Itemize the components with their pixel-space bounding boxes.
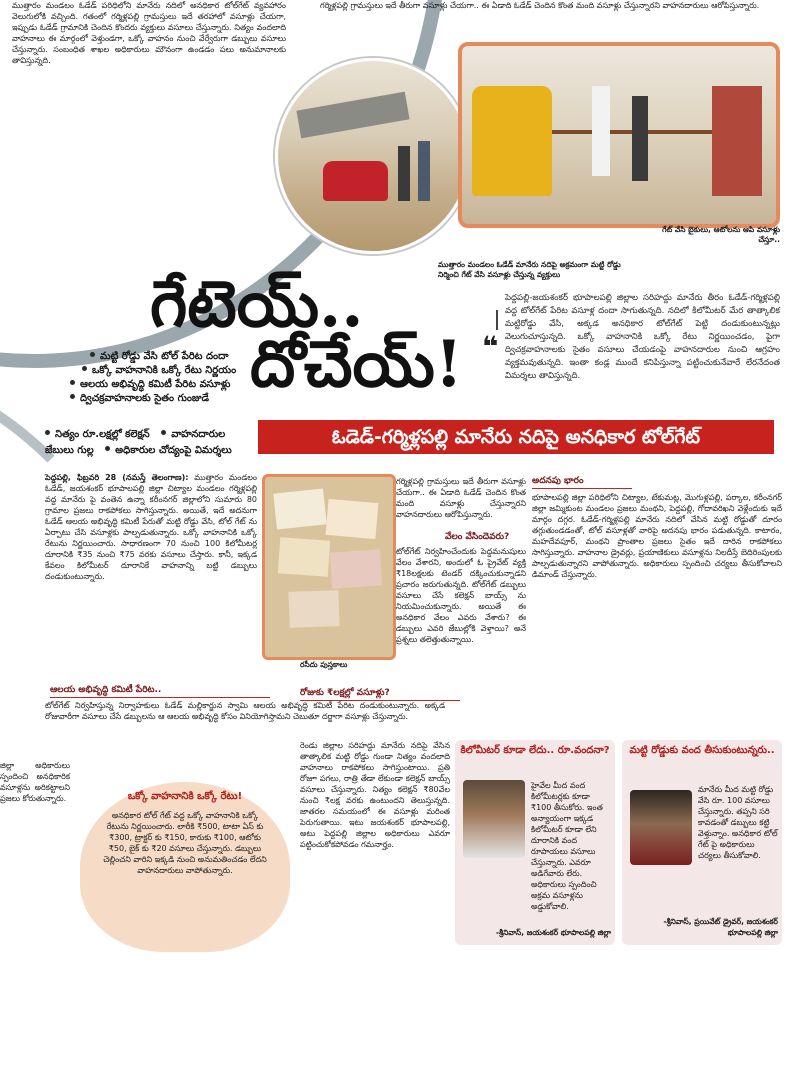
left-column-paragraph: ముత్తారం మండలం ఓడేడ్ పరిధిలోని మానేరు నదిలో అనధికార టోల్‌గేట్ వ్యవహారం వెలుగులోకి వచ్చింది. గతంలో గర్మిళ్లపల్లి గ్రామస్తులు ఇదే తరహాలో వసూళ్లు చేయగా, ఇప్పుడు ఓడేడ్ గ్రామానికి చెందిన కొందరు వ్యక్తులు వసూలు చేస్తున్నారు. నిత్యం వందలాది వాహనాలు ఈ మార్గంలో వెళ్తుండగా, ఒక్కో వాహనం నుంచి వేర్వేరుగా డబ్బులు వసూలు చేస్తున్నారు. సంబంధిత శాఖల అధికారులు మౌనంగా ఉండడం పలు అనుమానాలకు తావిస్తున్నది. — [12, 1, 286, 65]
subhead-extra-burden: అదనపు భారం — [532, 476, 632, 489]
bullet-list — [70, 350, 250, 406]
person-shape — [632, 96, 648, 181]
bullet-dot — [90, 352, 95, 357]
bullet-item: ఒక్కో వాహనానికి ఒక్కో రేటు నిర్ణయం — [82, 364, 250, 378]
person-shape — [418, 141, 430, 201]
daily-collection-body: రెండు జిల్లాల సరిహద్దు మానేరు నదిపై వేసిన తాత్కాలిక మట్టి రోడ్డు గుండా నిత్యం వందలాది వాహనాలు రాకపోకలు సాగిస్తుంటాయి. ప్రతి రోజూ పగలు, రాత్రి తేడా లేకుండా కలెక్షన్ బాయ్స్ వసూలు చేస్తున్నారు. నిత్యం కలెక్షన్ ₹80వేల నుంచి ₹లక్ష వరకు ఉంటుందని తెలుస్తున్నది. జాతరల సమయంలో ఈ వసూళ్లు మరింత పెరుగుతాయి. ఇటు జయశంకర్ భూపాలపల్లి, అటు పెద్దపల్లి జిల్లాల అధికారులు ఎవరూ పట్టించుకోకపోవడం గమనార్హం. — [300, 741, 450, 849]
quote-card-2-title: మట్టి రోడ్డుకు వంద తీసుకుంటున్నరు.. — [629, 745, 775, 756]
red-car-shape — [323, 161, 388, 201]
auto-rickshaw-shape — [472, 86, 552, 196]
bullet-item: మట్టి రోడ్డు వేసి టోల్ పేరిట దందా — [90, 350, 250, 364]
fare-box-title: ఒక్కో వాహనానికి ఒక్కో రేటు! — [127, 791, 243, 802]
quote-card-2-text: మానేరు మీద మట్టి రోడ్డు వేసి రూ. 100 వసూలు చేస్తున్నారు. తప్పని సరి కావడంతో డబ్బులు కట్టి వెళ్తున్నాం. అనధికార టోల్ గేట్ పై అధికారులు చర్యలు తీసుకోవాలి. — [698, 785, 778, 860]
bullet-dot — [45, 430, 50, 435]
intro-paragraph: పెద్దపల్లి-జయశంకర్ భూపాలపల్లి జిల్లాల సరిహద్దు మానేరు తీరం ఓడేడ్-గర్మిళ్లపల్లి వద్ద టోల్‌గేట్ పేరిట వసూళ్ల దందా సాగుతున్నది. నదిలో కిలోమీటర్ మేర తాత్కాలిక మట్టిరోడ్డు వేసి, అక్కడ అనధికార టోల్‌గేట్ పెట్టి దండుకుంటున్నట్లు వెలుగుచూస్తున్నది. ఒక్కో వాహనానికి ఒక్కో రేటు నిర్ణయించడం, పైగా ద్విచక్రవాహనాలకు సైతం వసూలు చేయడంపై వాహనదారుల నుంచి ఆగ్రహం వ్యక్తమవుతున్నది. ఇంతా కండ్ల ముందే కనిపిస్తున్నా పట్టించుకునేవారే లేరనేదంత విమర్శలు తావిస్తున్నది. — [505, 293, 780, 381]
receipt-book-shape — [278, 537, 330, 576]
receipt-book-shape — [326, 499, 379, 539]
subhead-daily-collection: రోజుకు ₹లక్షల్లో వసూళ్లు? — [300, 688, 460, 701]
right-photo-auto-at-gate — [458, 42, 780, 228]
bullet-dot — [82, 366, 87, 371]
quote-card-1 — [455, 740, 615, 945]
fare-box — [80, 782, 290, 952]
quote-card-2 — [622, 740, 782, 945]
bullet-dot — [70, 394, 75, 399]
person-shape — [398, 146, 410, 201]
fare-box-text: అనధికార టోల్ గేట్ వద్ద ఒక్కో వాహనానికి ఒక్కో రేటును నిర్ణయించారు. లారీకి ₹500, టాటా ఏస్ కు ₹300, ట్రాక్టర్ కు ₹150, కారుకు ₹100, ఆటోకు ₹50, బైక్ కు ₹20 వసూలు చేస్తున్నారు. డబ్బులు చెల్లించని వారిని ఇక్కడి నుంచి అనుమతించడం లేదని వాహనదారులు వాపోతున్నారు. — [103, 811, 267, 875]
receipts-photo — [262, 474, 396, 660]
bullet-dot — [70, 380, 75, 385]
column-2-top: గర్మిళ్లపల్లి గ్రామస్తులు ఇదే తీరుగా వసూళ్లు చేయగా.. ఈ ఏడాది ఓడేడ్ చెందిన కొంత మంది వసూళ్లు చేస్తున్నారని వాహనదారులు ఆరోపిస్తున్నారు. — [396, 477, 526, 519]
quote-mark-icon: ❝ — [482, 330, 499, 363]
extra-burden-body: భూపాలపల్లి జిల్లా పరిధిలోని చిట్యాల, టేకుమట్ల, మొగుళ్లపల్లి, పర్కాల, కరీంనగర్ జిల్లా జమ్మికుంట మండలం ప్రజలు మంథని, పెద్దపల్లి, గోదావరిఖని వెళ్లేందుకు ఇదే మార్గం దగ్గర. ఓడేడ్-గర్మిళ్లపల్లి మానేరు నదిలో వేసిన మట్టి రోడ్డుతో దూరం తగ్గుతుండడంతో, టోల్ వసూళ్లతో వారిపై అదనపు భారం పడుతున్నది. కాటారం, మహదేవపూర్, మంథని ప్రాంతాల ప్రజలు సైతం ఇదే దారిన రాకపోకలు సాగిస్తున్నారు. వాహనాల డ్రైవర్లు, ప్రయాణికులు వసూళ్లను నిలదీస్తే బెదిరింపులకు పాల్పడుతున్నారని వాపోతున్నారు. అధికారులు స్పందించి చర్యలు తీసుకోవాలని డిమాండ్ చేస్తున్నారు. — [532, 493, 782, 579]
bullet-dot — [161, 430, 166, 435]
receipt-book-shape — [273, 488, 326, 529]
bullet-tail-row1: నిత్యం రూ.లక్షల్లో కలెక్షన్ వాహనదారుల — [45, 428, 285, 442]
temple-committee-body: టోల్‌గేట్ నిర్వహిస్తున్న నిర్వాహకులు ఓడేడ్ మల్లికార్జున స్వామి ఆలయ అభివృద్ధి కమిటీ పేరిట దండుకుంటున్నారు. అక్కడ రోజువారీగా వసూలు చేసే డబ్బులను ఆ ఆలయ అభివృద్ధి కోసం వినియోగిస్తామని చెబుతూ దర్జాగా వసూళ్లు చేస్తున్నారు. — [45, 701, 445, 721]
avatar-person-2 — [630, 790, 692, 865]
quote-card-1-title: కిలోమీటర్ కూడా లేదు.. రూ.వందనా? — [460, 745, 610, 756]
bullet-dot — [105, 446, 110, 451]
circle-photo-car-at-gate — [275, 58, 471, 254]
bullet-item: ఆలయ అభివృద్ధి కమిటీ పేరిట వసూళ్లు — [70, 378, 250, 392]
people-on-bike-shape — [712, 86, 762, 196]
subhead-who-auctioned: వేలం వేసిందెవరు? — [445, 532, 510, 542]
dateline: పెద్దపల్లి, ఫిబ్రవరి 28 (నమస్తే తెలంగాణ): — [45, 473, 189, 482]
divider-vertical — [496, 310, 498, 330]
bridge-shape — [296, 92, 409, 139]
avatar-person-1 — [463, 780, 525, 858]
quote-card-2-signature: -శ్రీనివాస్, ప్రయివేట్ డ్రైవర్, జయశంకర్ భూపాలపల్లి జిల్లా — [663, 917, 778, 937]
bullet-item: ద్విచక్రవాహనాలకు సైతం గుంజుడే — [70, 392, 250, 406]
subhead-temple-committee: ఆలయ అభివృద్ధి కమిటీ పేరిట.. — [50, 685, 270, 698]
top-right-strip — [320, 0, 790, 22]
top-strip-text: గర్మిళ్లపల్లి గ్రామస్తులు ఇదే తీరుగా వసూళ్లు చేయగా.. ఈ ఏడాది ఓడేడ్ చెందిన కొంత మంది వసూళ్లు చేస్తున్నారని వాహనదారులు ఆరోపిస్తున్నారు. — [320, 1, 760, 10]
quote-card-1-signature: -శ్రీనివాస్, జయశంకర్ భూపాలపల్లి జిల్లా — [495, 928, 611, 937]
receipts-photo-caption: రసీదు పుస్తకాలు — [300, 660, 348, 669]
receipt-book-shape — [330, 549, 382, 588]
right-photo-caption: గేట్ వేసి బైకులు, ఆటోలను ఆపి వసూళ్లు చేస్తూ.. — [662, 225, 780, 244]
subheadline-red-bar: ఓడెడ్-గర్మిళ్లపల్లి మానేరు నదిపై అనధికార టోల్‌గేట్ — [258, 420, 774, 454]
column-1-body — [45, 472, 257, 677]
receipt-book-shape — [288, 590, 339, 628]
left-column-bottom: జిల్లా అధికారులు స్పందించి అనధికారిక వసూళ్లను అరికట్టాలని ప్రజలు కోరుతున్నారు. — [0, 761, 70, 803]
left-column-text — [0, 0, 290, 300]
bullet-tail-row2: జేబులు గుల్ల అధికారుల చోద్యంపై విమర్శలు — [45, 445, 232, 456]
person-shape — [592, 86, 610, 176]
main-body-text: ముత్తారం మండలం ఓడేడ్, జయశంకర్ భూపాలపల్లి జిల్లా చిట్యాల మండలం గర్మిళ్లపల్లి వద్ద మానేరు పై వంతెన ఉన్నా కరీంనగర్ జిల్లాలోని సుమారు 80 గ్రామాల ప్రజలు రాకపోకలు సాగిస్తున్నారు. అయితే, ఇదే అదనుగా ఓడేడ్ ఆలయ అభివృద్ధి కమిటీ పేరుతో మట్టి రోడ్డు వేసి, టోల్ గేట్ ను ఏర్పాటు చేసి వసూళ్లకు పాల్పడుతున్నారు. ఒక్కో వాహనానికి ఒక్కో రేటును నిర్ణయించారు. సాధారణంగా 70 నుంచి 100 కిలోమీటర్ల దూరానికి ₹35 నుంచి ₹75 వరకు వసూలు చేస్తారు. కానీ, ఇక్కడ కేవలం కిలోమీటర్ దూరానికే వాహనాన్ని బట్టి డబ్బులు దండుకుంటున్నారు. — [45, 473, 257, 581]
headline-line1: గేటెయ్.. — [150, 267, 364, 342]
auction-body: టోల్‌గేట్ నిర్వహించేందుకు పెద్దమనుషులు వేలం వేశారని, అందులో ఓ ప్రైవేట్ వ్యక్తి ₹18లక్షలకు టెండర్ దక్కించుకున్నాడని ప్రచారం జరుగుతున్నది. టోల్‌గేట్ డబ్బులు వసూలు చేసే కలెక్షన్ బాయ్స్ ను నియమించుకున్నారు. అయితే ఈ అనధికార వేలం ఎవరు వేశారు? ఈ డబ్బులు ఎవరి జేబుల్లోకి వెళ్తాయి? అనే ప్రశ్నలు తలెత్తుతున్నాయి. — [396, 547, 526, 644]
headline-line2: దోచేయ్! — [250, 327, 463, 402]
quote-card-1-text: హైవేల మీద వంద కిలోమీటర్లకు కూడా ₹100 తీసుకోరు. ఇంత అన్యాయంగా ఇక్కడ కిలోమీటర్ కూడా లేని దూరానికి వంద రూపాయలు వసూలు చేస్తున్నారు. ఎవరూ అడిగేవారు లేరు. అధికారులు స్పందించి అక్రమ వసూళ్లను అడ్డుకోవాలి. — [531, 781, 603, 911]
circle-photo-caption: ముత్తారం మండలం ఓడేడ్ మానేరు నదిపై అక్రమంగా మట్టి రోడ్డు నిర్మించి గేట్ వేసి వసూళ్లు చేస్తున్న వ్యక్తులు — [438, 260, 621, 279]
